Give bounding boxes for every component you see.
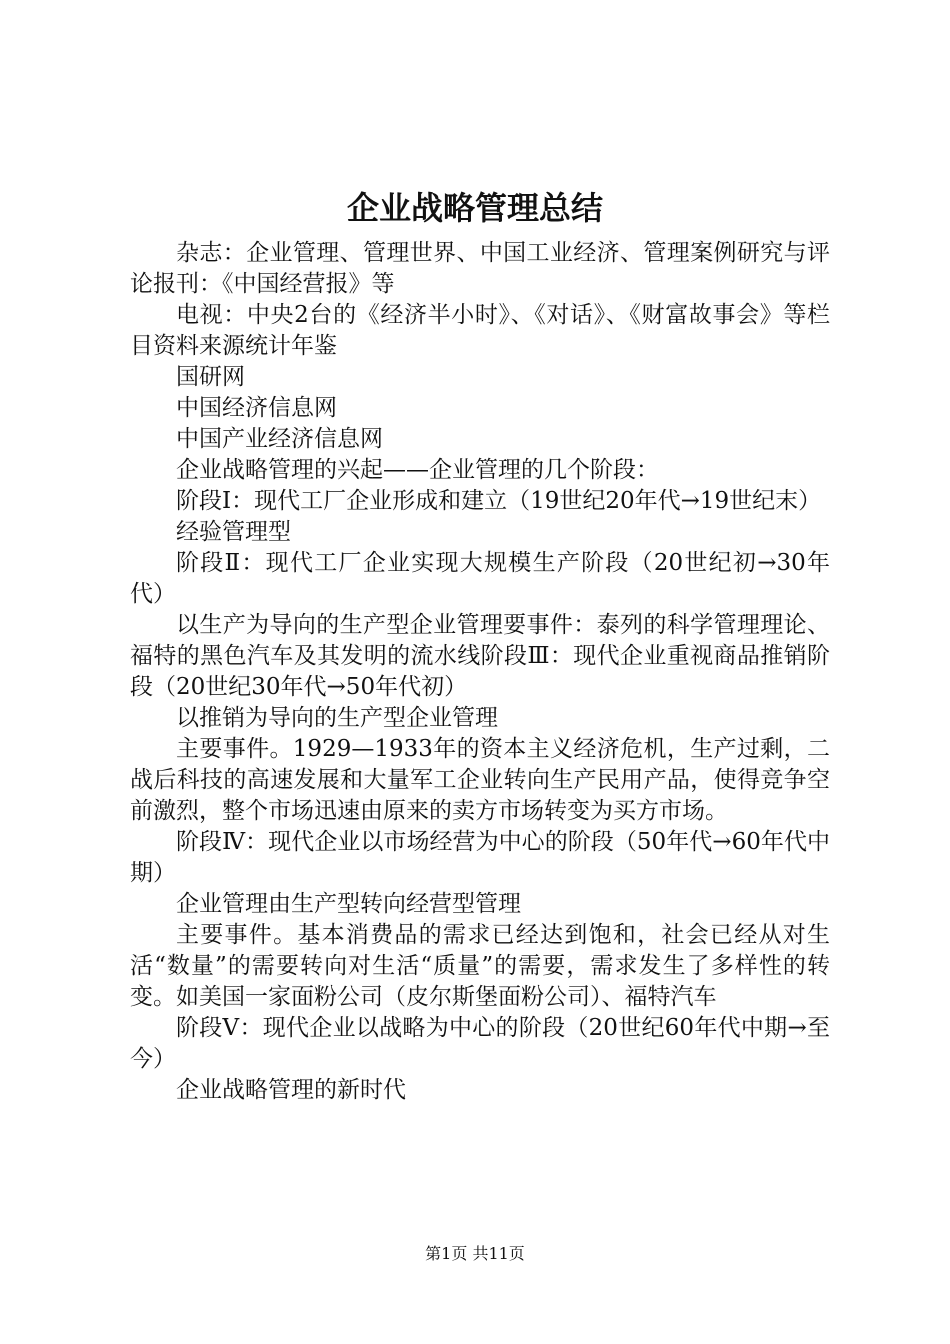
document-body [130, 238, 830, 1106]
paragraph: 阶段Ⅳ：现代企业以市场经营为中心的阶段（50年代→60年代中期） [130, 829, 830, 886]
paragraph: 中国产业经济信息网 [176, 426, 383, 452]
page-number-footer: 第1页 共11页 [425, 1244, 525, 1263]
paragraph: 阶段Ⅱ：现代工厂企业实现大规模生产阶段（20世纪初→30年代） [130, 550, 830, 607]
paragraph: 阶段Ⅴ：现代企业以战略为中心的阶段（20世纪60年代中期→至今） [130, 1015, 830, 1072]
paragraph: 主要事件。1929—1933年的资本主义经济危机，生产过剩，二战后科技的高速发展和大量军工企业转向生产民用产品，使得竞争空前激烈，整个市场迅速由原来的卖方市场转变为买方市场。 [130, 736, 830, 824]
paragraph: 企业战略管理的新时代 [176, 1077, 406, 1103]
paragraph: 企业管理由生产型转向经营型管理 [176, 891, 521, 917]
document-title: 企业战略管理总结 [346, 189, 603, 227]
paragraph: 电视：中央2台的《经济半小时》、《对话》、《财富故事会》等栏目资料来源统计年鉴 [130, 302, 830, 359]
paragraph: 主要事件。基本消费品的需求已经达到饱和，社会已经从对生活“数量”的需要转向对生活“质量”的需要，需求发生了多样性的转变。如美国一家面粉公司（皮尔斯堡面粉公司）、福特汽车 [130, 922, 830, 1010]
paragraph: 经验管理型 [176, 519, 291, 545]
paragraph: 杂志：企业管理、管理世界、中国工业经济、管理案例研究与评论报刊：《中国经营报》等 [130, 240, 830, 297]
paragraph: 阶段Ⅰ：现代工厂企业形成和建立（19世纪20年代→19世纪末） [176, 488, 822, 514]
paragraph: 以推销为导向的生产型企业管理 [176, 705, 498, 731]
paragraph: 以生产为导向的生产型企业管理要事件：泰列的科学管理理论、福特的黑色汽车及其发明的流水线阶段Ⅲ：现代企业重视商品推销阶段（20世纪30年代→50年代初） [130, 612, 830, 700]
paragraph: 中国经济信息网 [176, 395, 337, 421]
paragraph: 国研网 [176, 364, 245, 390]
paragraph: 企业战略管理的兴起——企业管理的几个阶段： [176, 457, 659, 483]
